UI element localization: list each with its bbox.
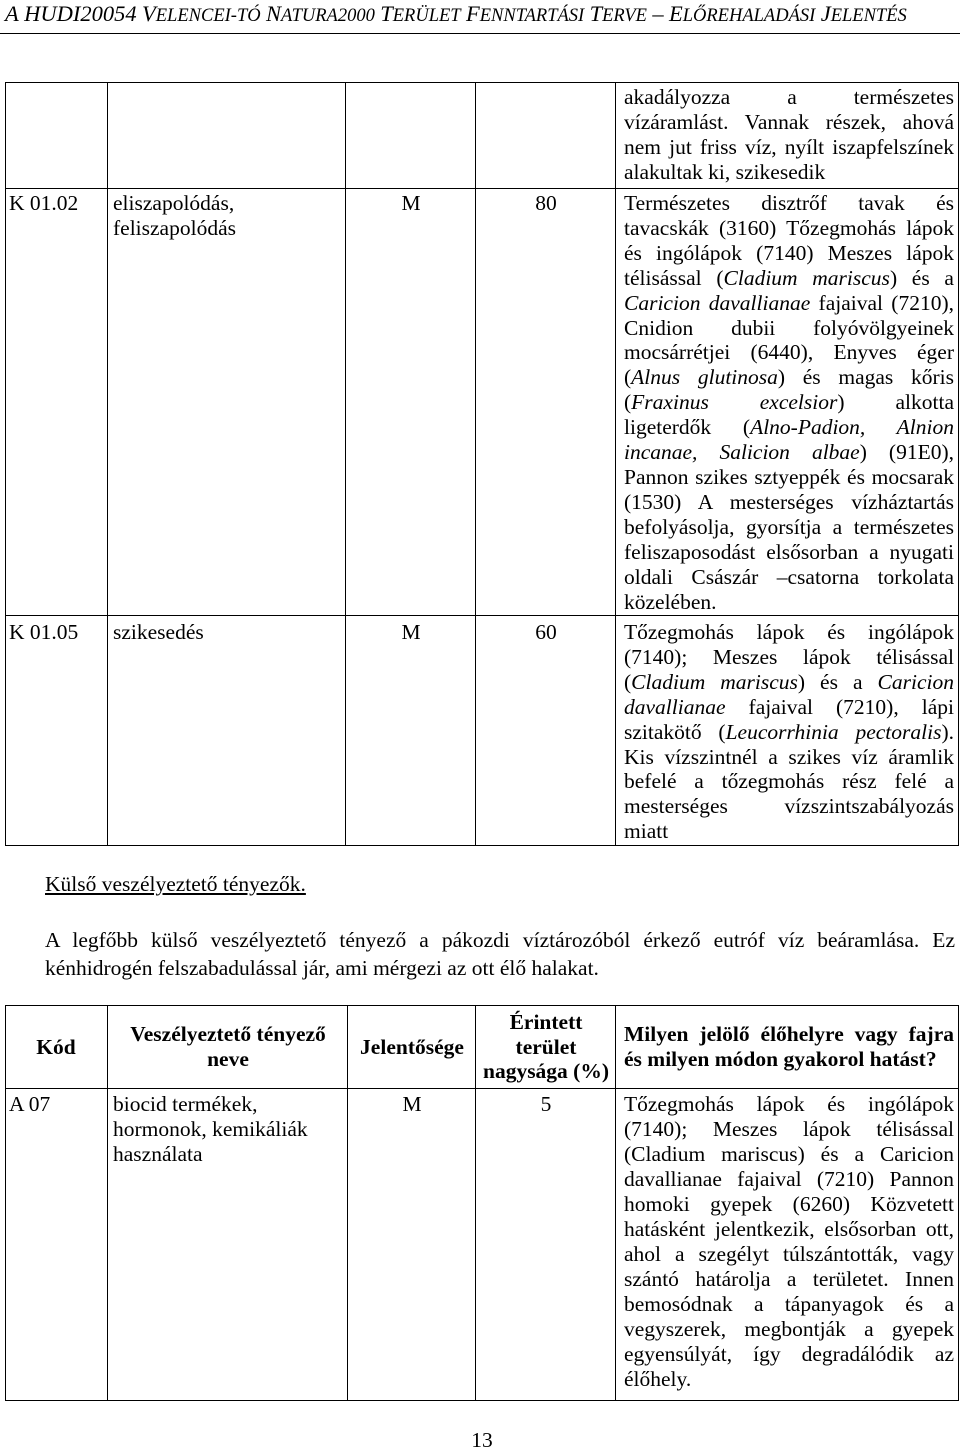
header-word: – <box>652 1 664 26</box>
species-name: Alno-Padion, Alnion <box>750 415 954 440</box>
text-line: Cnidion dubii folyóvölgyeinek <box>624 315 954 340</box>
species-name: Leucorrhinia pectoralis <box>725 719 942 744</box>
text-line: mesterséges vízszintszabályozás <box>624 794 954 819</box>
effect-text <box>624 620 954 844</box>
text-line: oldali Császár –csatorna torkolata <box>624 564 954 589</box>
effect-text <box>624 191 954 614</box>
text-line: terület <box>515 1034 577 1059</box>
species-name: Cladium mariscus <box>631 669 798 694</box>
text-line: feliszapolódás <box>113 215 236 240</box>
threat-name-header <box>108 1006 348 1089</box>
threat-name <box>113 191 341 241</box>
header-row <box>6 1006 959 1089</box>
text-line: neve <box>207 1047 249 1071</box>
header-word: TERÜLET <box>380 1 461 26</box>
text-segment: ) alkotta <box>837 390 954 415</box>
significance-cell <box>348 1089 476 1401</box>
text-line <box>624 695 954 720</box>
table-row <box>6 1089 959 1401</box>
text-segment: ( <box>624 390 632 415</box>
text-segment: szitakötő ( <box>624 719 726 744</box>
document-header <box>0 0 960 34</box>
paragraph-text <box>45 926 955 982</box>
threat-name-header-label <box>113 1022 343 1072</box>
effect-text <box>624 85 954 185</box>
species-name: Fraxinus excelsior <box>631 390 838 415</box>
table-row <box>6 616 959 846</box>
species-name: incanae, Salicion albae <box>624 440 860 465</box>
text-segment: fajaival (7210), <box>810 290 954 315</box>
area-cell <box>476 189 616 616</box>
text-line: vegyszerek, megbontják a gyepek <box>624 1316 954 1341</box>
text-line <box>624 291 954 316</box>
text-line: Veszélyeztető tényező <box>130 1022 326 1047</box>
text-line: tavacskák (3160) Tőzegmohás lápok <box>624 215 954 240</box>
text-line: befolyásolja, gyorsítja a természetes <box>624 514 954 539</box>
header-word: NATURA2000 <box>265 1 375 26</box>
external-threats-table <box>5 1005 959 1401</box>
significance-cell <box>346 189 476 616</box>
text-segment: ) és a <box>889 265 954 290</box>
text-line: (Cladium mariscus) és a Caricion <box>624 1141 954 1166</box>
text-line: (1530) A mesterséges vízháztartás <box>624 489 954 514</box>
significance-value: M <box>401 191 421 215</box>
header-word: A <box>5 1 19 26</box>
page-number: 13 <box>471 1428 493 1452</box>
code-header <box>6 1006 108 1089</box>
threat-code: K 01.05 <box>9 620 79 644</box>
text-line: eliszapolódás, <box>113 191 235 215</box>
text-line: davallianae fajaival (7210) Pannon <box>624 1166 954 1191</box>
species-name: Alnus glutinosa <box>631 365 778 390</box>
text-segment: ) és magas kőris <box>777 365 954 390</box>
section-paragraph <box>45 926 955 982</box>
text-line <box>624 720 954 745</box>
effect-header <box>616 1006 959 1089</box>
area-value: 80 <box>535 191 557 215</box>
text-line: élőhely. <box>624 1366 692 1391</box>
effect-cell <box>616 83 959 189</box>
code-cell <box>6 616 108 846</box>
threat-name <box>113 1092 343 1167</box>
table-row <box>6 189 959 616</box>
text-line: Természetes disztrőf tavak és <box>624 191 954 215</box>
text-line: homoki gyepek (6260) Közvetett <box>624 1191 954 1216</box>
text-segment: ). <box>941 719 954 744</box>
text-line: Érintett <box>509 1009 583 1034</box>
header-word: VELENCEI-TÓ <box>142 1 261 26</box>
text-line: (7140); Meszes lápok télisással <box>624 1116 954 1141</box>
area-value: 60 <box>535 620 557 644</box>
text-line: alakultak ki, szikesedik <box>624 159 826 184</box>
text-line: Kis vízszintnél a szikes víz áramlik <box>624 744 954 769</box>
text-segment: ( <box>624 365 632 390</box>
species-name: Cladium mariscus <box>723 265 890 290</box>
text-line: (7140); Meszes lápok télisással <box>624 644 954 669</box>
area-cell <box>476 616 616 846</box>
text-line <box>624 266 954 291</box>
effect-cell <box>616 616 959 846</box>
threat-name-cell <box>108 616 346 846</box>
text-segment: ) (91E0), <box>859 440 954 465</box>
code-header-label: Kód <box>36 1034 76 1059</box>
text-line <box>624 670 954 695</box>
species-name: Caricion davallianae <box>624 290 811 315</box>
threats-table <box>5 82 959 846</box>
text-line <box>624 390 954 415</box>
text-line: szántó határolja a területet. Innen <box>624 1266 954 1291</box>
area-header <box>476 1006 616 1089</box>
text-line: használata <box>113 1141 203 1166</box>
significance-value: M <box>402 1091 422 1116</box>
threat-name-cell <box>108 1089 348 1401</box>
text-line: nagysága (%) <box>482 1059 610 1084</box>
header-word: FENNTARTÁSI <box>465 1 585 26</box>
text-line <box>624 415 954 440</box>
text-line: Tőzegmohás lápok és ingólápok <box>624 1091 954 1116</box>
text-line <box>624 440 954 465</box>
text-line: kénhidrogén felszabadulással jár, ami mérgezi az ott élő halakat. <box>45 956 599 980</box>
header-word: TERVE <box>589 1 647 26</box>
significance-value: M <box>401 620 421 644</box>
effect-text <box>624 1092 954 1392</box>
text-line: befelé a tőzegmohás rész felé a <box>624 769 954 794</box>
text-line: mocsárrétjei (6440), Enyves éger <box>624 340 954 365</box>
area-header-label <box>481 1010 611 1085</box>
document-title <box>5 0 907 30</box>
section-heading: Külső veszélyeztető tényezők. <box>45 872 306 896</box>
text-line: egyensúlyát, így degradálódik az <box>624 1341 954 1366</box>
area-value: 5 <box>540 1091 552 1116</box>
text-segment: ( <box>624 669 632 694</box>
significance-cell <box>346 83 476 189</box>
text-line: A legfőbb külső veszélyeztető tényező a pákozdi víztározóból érkező eutróf víz beáramlása. Ez <box>45 928 955 952</box>
text-line: nem jut friss víz, nyílt iszapfelszínek <box>624 134 954 159</box>
text-segment: télisással ( <box>624 265 724 290</box>
text-line: és milyen módon gyakorol hatást? <box>624 1047 937 1071</box>
threat-name <box>113 620 341 645</box>
text-line: biocid termékek, <box>113 1091 258 1116</box>
code-cell <box>6 83 108 189</box>
text-line: akadályozza a természetes <box>624 85 954 109</box>
species-name: Caricion <box>877 669 954 694</box>
effect-cell <box>616 189 959 616</box>
area-cell <box>476 1089 616 1401</box>
threat-code: K 01.02 <box>9 191 79 215</box>
effect-cell <box>616 1089 959 1401</box>
significance-header <box>348 1006 476 1089</box>
text-line: feliszaposodást elsősorban a nyugati <box>624 539 954 564</box>
text-line <box>624 365 954 390</box>
text-line: Tőzegmohás lápok és ingólápok <box>624 620 954 644</box>
effect-header-label <box>624 1022 954 1072</box>
text-line: és ingólápok (7140) Meszes lápok <box>624 240 954 265</box>
header-word: JELENTÉS <box>820 1 907 26</box>
text-line: ahol a szegélyt túlszántották, vagy <box>624 1241 954 1266</box>
code-cell <box>6 1089 108 1401</box>
significance-header-label: Jelentősége <box>360 1034 464 1059</box>
text-segment: ligeterdők ( <box>624 415 751 440</box>
text-line: hatásként jelentkezik, elsősorban ott, <box>624 1216 954 1241</box>
code-cell <box>6 189 108 616</box>
text-segment: ) és a <box>797 669 878 694</box>
text-line: szikesedés <box>113 620 204 644</box>
text-segment: fajaival (7210), lápi <box>725 694 954 719</box>
significance-cell <box>346 616 476 846</box>
text-line: hormonok, kemikáliák <box>113 1116 308 1141</box>
header-word: HUDI20054 <box>24 1 137 26</box>
threat-name-cell <box>108 189 346 616</box>
text-line: közelében. <box>624 589 717 614</box>
threat-name-cell <box>108 83 346 189</box>
header-word: ELŐREHALADÁSI <box>668 1 816 26</box>
species-name: davallianae <box>624 694 726 719</box>
threat-code: A 07 <box>9 1091 51 1116</box>
text-line: Pannon szikes sztyeppék és mocsarak <box>624 464 954 489</box>
table-row <box>6 83 959 189</box>
text-line: Milyen jelölő élőhelyre vagy fajra <box>624 1022 954 1047</box>
text-line: vízáramlást. Vannak részek, ahová <box>624 109 954 134</box>
text-line: miatt <box>624 819 669 844</box>
text-line: bemosódnak a tápanyagok és a <box>624 1291 954 1316</box>
area-cell <box>476 83 616 189</box>
